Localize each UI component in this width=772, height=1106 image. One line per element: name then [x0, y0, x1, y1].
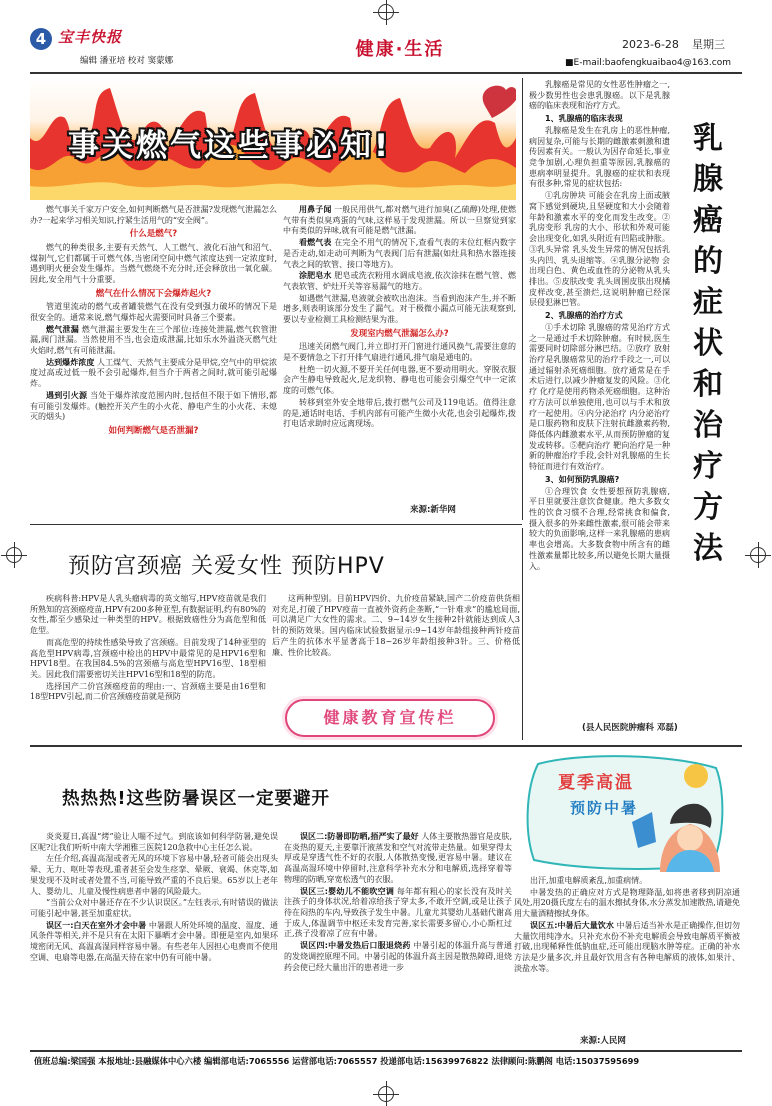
breast-headline: [678, 118, 738, 569]
article-subheading: 什么是燃气?: [129, 229, 178, 240]
paragraph-text: 出汗,加重电解质紊乱,加重病情。: [530, 876, 648, 885]
breast-headline-char: 方: [693, 490, 723, 525]
article-subheading: 发现室内燃气泄漏怎么办?: [350, 328, 449, 339]
summer-headline: 热热热!这些防暑误区一定要避开: [62, 789, 330, 809]
hpv-article-col2: [272, 594, 520, 690]
paragraph-text: 管道里流动的燃气或者罐装燃气在没有受到强力破坏的情况下是很安全的。通常来说,燃气爆炸起火需要同时具备三个要素。: [30, 302, 277, 322]
paragraph-lead: 误区五:中暑后大量饮水: [530, 920, 614, 930]
paragraph-lead: 误区三:婴幼儿不能吹空调: [300, 886, 395, 896]
section-divider: [30, 745, 742, 747]
article-paragraph: [30, 832, 278, 853]
breast-headline-char: 治: [693, 408, 723, 443]
paragraph-text: 中暑后适当补水是正确操作,但切勿大量饮用纯净水。只补充水份不补充电解质会导致电解质平衡被打破,出现稀释性低钠血症,还可能出现脑水肿等症。正确的补水方法是少量多次,并且最好饮用含有各种电解质的液体,如果汁、淡盐水等。: [514, 920, 740, 973]
article-subheading: 3、如何预防乳腺癌?: [545, 474, 620, 484]
breast-headline-char: 症: [693, 285, 723, 320]
article-paragraph: [529, 80, 670, 112]
section-title: 健康·生活: [355, 39, 445, 60]
article-paragraph: [30, 358, 277, 390]
article-paragraph: [529, 191, 670, 309]
column-divider: [522, 528, 523, 740]
article-paragraph: [272, 594, 520, 658]
article-paragraph: [30, 898, 278, 919]
paragraph-lead: 用鼻子闻: [299, 205, 332, 214]
paragraph-text: 左任介绍,高温高湿或者无风的环境下容易中暑,轻者可能会出现头晕、无力、呕吐等表现,重者甚至会发生痉挛、晕厥、衰竭、休克等,如果发现不及时或者处置不当,可能导致严重的不良后果。65岁以上老年人、婴幼儿、儿童及慢性病患者中暑的风险最大。: [30, 854, 278, 896]
contact-email: ■E-mail:baofengkuaibao4@163.com: [565, 58, 731, 68]
footer-info: 值班总编:梁国强 本报地址:县融媒体中心六楼 编辑部电话:7065556 运营部电话:7065557 投递部电话:15639976822 法律顾问:陈鹏阁 电话:15037595699: [34, 1056, 640, 1066]
breast-headline-char: 腺: [693, 162, 723, 197]
article-paragraph: [283, 238, 516, 270]
gas-flame-banner: [30, 78, 516, 200]
article-paragraph: [30, 682, 266, 703]
header-divider: [30, 72, 742, 74]
breast-headline-char: 的: [693, 244, 723, 279]
article-paragraph: [30, 205, 277, 226]
paragraph-lead: 误区四:中暑发热后口服退烧药: [300, 941, 411, 951]
gas-source: 来源:新华网: [410, 505, 456, 515]
article-subheading: 2、乳腺癌的治疗方式: [545, 311, 623, 321]
article-subheading: 燃气在什么情况下会爆炸起火?: [95, 288, 212, 299]
paragraph-text: 中暑引起的体温升高与普通的发烧调控原理不同。中暑引起的体温升高主因是散热障碍,退烧药会使已经大量出汗的患者进一步: [284, 941, 512, 972]
paragraph-text: 乳腺癌是发生在乳房上的恶性肿瘤,病因复杂,可能与长期的雌激素刺激和遗传因素有关。一般认为因存命延长,事业竞争加剧,心理负担重等原因,乳腺癌的患病率明显提升。乳腺癌的症状和表现有很多种,常见的症状包括:: [529, 125, 670, 189]
paragraph-text: 乳腺癌是常见的女性恶性肿瘤之一,极少数男性也会患乳腺癌。以下是乳腺癌的临床表现和治疗方式。: [529, 80, 670, 111]
summer-badge-line1: 夏季高温: [558, 773, 634, 793]
article-paragraph: [30, 391, 277, 423]
paragraph-text: 中暑跟人所处环境的温度、湿度、通风条件等相关,并不是只有在太阳下暴晒才会中暑。即便是室内,如果环境密闭无风、高温高湿同样容易中暑。有些老年人因担心电费而不使用空调、电扇等电器,在高温天待在家中仍有可能中暑。: [30, 920, 278, 962]
article-paragraph: [283, 271, 516, 292]
article-paragraph: [514, 888, 740, 920]
breast-source: (县人民医院肿瘤科 邓磊): [582, 723, 678, 733]
health-education-banner: [285, 699, 495, 737]
paragraph-text: 燃气的种类很多,主要有天然气、人工燃气、液化石油气和沼气、煤制气,它们都属于可燃气体,当密闭空间中燃气浓度达到一定浓度时,遇到明火便会发生爆炸。当燃气燃烧不充分时,还会释放出一氧化碳。因此,安全用气十分重要。: [30, 242, 277, 284]
breast-headline-char: 癌: [693, 203, 723, 238]
paragraph-lead: 误区二:防暑即防晒,捂严实了最好: [300, 832, 419, 841]
breast-headline-char: 法: [693, 531, 723, 566]
article-paragraph: [30, 325, 277, 357]
paragraph-text: 人体主要散热器官是皮肤,在炎热的夏天,主要靠汗液蒸发和空气对流带走热量。如果穿得太厚或是穿透气性不好的衣服,人体散热变慢,更容易中暑。建议在高温高湿环境中停留时,注意科学补充水分和电解质,选择穿着等物理的防晒,穿宽松透气的衣服。: [284, 832, 512, 884]
article-paragraph: [283, 365, 516, 397]
health-education-banner-text: 健康教育宣传栏: [323, 708, 457, 727]
issue-date: 2023-6-28: [622, 38, 679, 51]
article-subheading: 如何判断燃气是否泄漏?: [108, 425, 199, 436]
gas-article-col2: [283, 205, 516, 505]
paragraph-text: 如遇燃气泄漏,皂液就会被吹出泡沫。当看到泡沫产生,并不断增多,则表明该部分发生了漏气。对于极微小漏点可能无法观察到,要以专业检测工具检测结果为准。: [283, 293, 516, 325]
article-paragraph: [529, 487, 670, 573]
article-paragraph: [283, 398, 516, 430]
article-paragraph: [283, 294, 516, 326]
issue-weekday: 星期三: [692, 38, 725, 51]
paragraph-lead: 涂肥皂水: [299, 271, 332, 281]
paragraph-text: 肥皂或洗衣粉用水调成皂液,依次涂抹在燃气管、燃气表软管、炉灶开关等容易漏气的地方。: [283, 271, 516, 292]
summer-article-col2: [284, 832, 512, 1046]
paragraph-text: 疾病科普:HPV是人乳头瘤病毒的英文缩写,HPV疫苗就是我们所熟知的宫颈癌疫苗,HPV有200多种亚型,有数据证明,约有80%的女性,都至少感染过一种类型的HPV。根据致癌性分为高危型和低危型。: [30, 594, 266, 636]
summer-badge: [520, 752, 730, 872]
article-subheading: 1、乳腺癌的临床表现: [545, 114, 623, 124]
gas-headline: 事关燃气这些事必知!: [68, 128, 392, 164]
paragraph-text: 燃气泄漏主要发生在三个部位:连接处泄漏,燃气软管泄漏,阀门泄漏。当然使用不当,也会造成泄漏,比如乐水外溢浇灭燃气灶火焰时,燃气有可能泄漏。: [30, 324, 277, 355]
paragraph-text: ①合理饮食 女性要想预防乳腺癌,平日里就要注意饮食健康。绝大多数女性的饮食习惯不合理,经常挑食和偏食,摄入很多的外来雌性激素,很可能会带来较大的负面影响,这样一来乳腺癌的患病率也会增高。大多数食物中所含有的雌性激素量都比较多,所以避免长期大量摄入。: [529, 486, 670, 571]
article-paragraph: [284, 832, 512, 886]
gas-article-col1: [30, 205, 277, 517]
article-paragraph: [529, 126, 670, 190]
paragraph-text: 转移到室外安全地带后,拨打燃气公司及119电话。值得注意的是,通话时电话、手机内部有可能产生微小火花,也会引起爆炸,拨打电话求助时应远离现场。: [283, 397, 516, 429]
paragraph-lead: 达到爆炸浓度: [46, 357, 95, 367]
paragraph-text: 迅速关闭燃气阀门,并立即打开门窗进行通风换气,需要注意的是不要情急之下打开排气扇进行通风,排气扇是通电的。: [283, 342, 516, 362]
registration-mark-icon: [6, 547, 22, 563]
article-paragraph: [30, 854, 278, 897]
breast-headline-char: 和: [693, 367, 723, 402]
paragraph-text: 燃气事关千家万户安全,如何判断燃气是否泄漏?发现燃气泄漏怎么办?一起来学习相关知识,拧紧生活用气的“安全阀”。: [30, 205, 277, 225]
paragraph-text: 炎炎夏日,高温“烤”验让人喘不过气。到底该如何科学防暑,避免误区呢?让我们听听中南大学湘雅三医院120急救中心主任怎么说。: [30, 832, 278, 852]
paragraph-text: 选择国产二价宫颈癌疫苗的理由:一、宫颈癌主要是由16型和18型HPV引起,而二价宫颈癌疫苗就是预防: [30, 681, 266, 702]
article-paragraph: [283, 342, 516, 363]
article-paragraph: [284, 941, 512, 973]
registration-mark-icon: [750, 547, 766, 563]
paper-name: 宝丰快报: [58, 28, 123, 46]
paragraph-text: “当前公众对中暑还存在不少认识误区。”左钰表示,有时错误的做法可能引起中暑,甚至加重症状。: [30, 898, 278, 919]
paragraph-text: ①手术切除 乳腺癌的常见治疗方式之一是通过手术切除肿瘤。有时候,医生需要同时切除部分淋巴结。②放疗 放射治疗是乳腺癌常见的治疗手段之一,可以通过辐射杀死癌细胞。放疗通常是在手术后进行,以减少肿瘤复发的风险。③化疗 化疗是使用药物杀死癌细胞。这种治疗方法可以单独使用,也可以与手术和放疗一起使用。④内分泌治疗 内分泌治疗是口服药物和皮肤下注射抗雌激素药物,降低体内雌激素水平,从而预防肿瘤的复发或转移。⑤靶向治疗 靶向治疗是一种新的肿瘤治疗手段,会针对乳腺癌的生长特征而进行有效治疗。: [529, 322, 670, 472]
paragraph-lead: 遇到引火源: [46, 390, 88, 400]
article-paragraph: [529, 323, 670, 473]
paragraph-text: 杜绝一切火源,不要开关任何电器,更不要动用明火。穿脱衣服会产生静电导致起火,尼龙织物、静电也可能会引爆空气中一定浓度的可燃气体。: [283, 364, 516, 396]
paragraph-lead: 看燃气表: [299, 238, 332, 248]
breast-headline-char: 疗: [693, 449, 723, 484]
paragraph-text: 一般民用供气,都对燃气进行加臭(乙硫醇)处理,使燃气带有类似臭鸡蛋的气味,这样易于发现泄漏。所以一旦察觉到家中有类似的异味,就有可能是燃气泄漏。: [283, 205, 516, 236]
summer-source: 来源:人民网: [580, 1036, 626, 1046]
registration-mark-icon: [378, 4, 394, 20]
paragraph-text: 人工煤气、天然气主要成分是甲烷,空气中的甲烷浓度过高或过低一般不会引起爆炸,但当介于两者之间时,就可能引起爆炸。: [30, 357, 277, 389]
hpv-headline: 预防宫颈癌 关爱女性 预防HPV: [68, 554, 385, 579]
article-paragraph: [514, 876, 740, 887]
paragraph-text: 中暑发热的正确应对方式是物理降温,如将患者移到阴凉通风处,用20摄氏度左右的温水擦拭身体,水分蒸发加速散热,请避免用大量酒精擦拭身体。: [514, 887, 740, 919]
paragraph-text: 在完全不用气的情况下,查看气表的末位红框内数字是否走动,如走动可判断为气表阀门后有泄漏(如灶具和热水器连接气表之间的软管、接口等地方)。: [283, 238, 516, 269]
summer-badge-line2: 预防中暑: [570, 799, 639, 817]
paragraph-lead: 燃气泄漏: [46, 324, 79, 334]
paragraph-text: ①乳房肿块 可能会在乳房上面或腋窝下感觉到硬块,且坚硬度和大小会随着年龄和激素水平的变化而发生改变。②乳房变形 乳房的大小、形状和外观可能会出现变化,如乳头附近有凹陷或肿胀。③乳头异常 乳头发生异常的情况包括乳头内凹、乳头退缩等。④乳腺分泌物 会出现白色、黄色或血性的分泌物从乳头排出。⑤皮肤改变 乳头周围皮肤出现橘皮样改变,甚至溃烂,这说明肿瘤已经深层侵犯淋巴管。: [529, 191, 670, 308]
paragraph-text: 每年都有粗心的家长没有及时关注孩子的身体状况,给着凉给孩子穿太多,不敢开空调,或是让孩子待在闷热的车内,导致孩子发生中暑。儿童尤其婴幼儿基础代谢高于成人,体温调节中枢还未发育完善,家长需要多留心,小心斯杠过正,孩子没着凉了应有中暑。: [284, 886, 512, 939]
article-paragraph: [30, 638, 266, 681]
footer-divider: [30, 1050, 742, 1052]
breast-headline-char: 状: [693, 326, 723, 361]
article-paragraph: [283, 205, 516, 237]
paragraph-text: 这两种型别。目前HPV四价、九价疫苗紧缺,国产二价疫苗供货相对充足,打破了HPV疫苗一直被外资药企垄断,“一针难求”的尴尬局面,可以满足广大女性的需求。二、9~14岁女生接种2针就能达到成人3针的预防效果。国内临床试验数据显示:9~14岁年龄组接种两针疫苗后产生的抗体水平显著高于18~26岁年龄组接种3针。三、价格低廉、性价比较高。: [272, 594, 520, 657]
hpv-article-col1: [30, 594, 266, 744]
article-paragraph: [30, 594, 266, 637]
registration-mark-icon: [378, 1086, 394, 1102]
paragraph-text: 而高危型的持续性感染导致了宫颈癌。目前发现了14种亚型的高危型HPV病毒,宫颈癌中检出的HPV中最常见的是HPV16型和HPV18型。在我国84.5%的宫颈癌与高危型HPV16型、18型相关。因此我们需要密切关注HPV16型和18型的防范。: [30, 637, 266, 680]
page-header: [30, 26, 742, 72]
article-paragraph: [30, 243, 277, 286]
summer-article-col1: [30, 832, 278, 1046]
article-paragraph: [30, 302, 277, 323]
editor-credits: 编辑 潘亚培 校对 窦蒙娜: [80, 56, 174, 66]
paragraph-lead: 误区一:白天在室外才会中暑: [46, 920, 147, 930]
column-divider: [522, 78, 523, 520]
article-paragraph: [30, 921, 278, 964]
paragraph-text: 当处于爆炸浓度范围内时,包括但不限于如下情形,都有可能引发爆炸。(触控开关产生的小火花、静电产生的小火花、未熄灭的烟头): [30, 390, 277, 422]
article-paragraph: [284, 887, 512, 941]
breast-headline-char: 乳: [693, 121, 723, 156]
summer-article-col3: [514, 876, 740, 1036]
page-number: 4: [30, 28, 52, 50]
article-paragraph: [514, 921, 740, 975]
section-divider: [30, 524, 522, 525]
breast-article-body: [529, 80, 670, 722]
